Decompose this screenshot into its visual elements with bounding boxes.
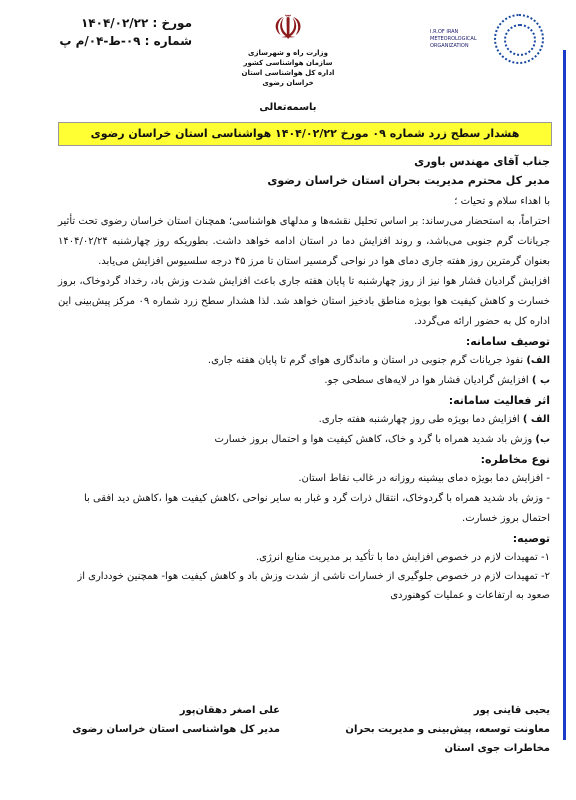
addressee-title: مدیر کل محترم مدیریت بحران استان خراسان رضوی (267, 174, 550, 187)
organization-name: سازمان هواشناسی کشور (243, 59, 333, 67)
side-rule (563, 50, 566, 740)
paragraph-2: افزایش گرادیان فشار هوا نیز از روز چهارشنبه تا پایان هفته جاری باعث افزایش شدت وزش باد، رخداد گردوخاک، بروز خسارت و کاهش کیفیت هوا بویژه مناطق بادخیز استان خواهد شد. لذا هشدار سطح زرد شماره ۰۹ مرکز پیش‌بینی این اداره کل به حضور ارائه می‌گردد. (58, 276, 550, 327)
letter-body (58, 152, 550, 605)
advice-item: ۱- تمهیدات لازم در خصوص افزایش دما با تأکید بر مدیریت منابع انرژی. (255, 552, 550, 563)
greeting: با اهداء سلام و تحیات ؛ (454, 196, 550, 207)
basmala: باسمه‌تعالی (259, 102, 317, 113)
advice-heading: توصیه: (512, 532, 550, 545)
signature-director (40, 701, 280, 739)
signer-title: مخاطرات جوی استان (444, 743, 550, 754)
letter-meta (52, 14, 192, 50)
meteorology-logo-icon (494, 14, 544, 64)
system-item: الف) نفوذ جریانات گرم جنوبی در استان و ماندگاری هوای گرم تا پایان هفته جاری. (207, 355, 550, 366)
effect-item: الف ) افزایش دما بویژه طی روز چهارشنبه هفته جاری. (318, 414, 550, 425)
iran-emblem-icon: ☫ (272, 8, 304, 48)
system-item: ب ) افزایش گرادیان فشار هوا در لایه‌های سطحی جو. (324, 375, 550, 386)
office-name: اداره کل هواشناسی استان خراسان رضوی (241, 69, 335, 87)
number-line: شماره : ۰۹-ط-۰۴/م پ (59, 34, 192, 48)
organization-logo (430, 14, 550, 64)
signer-title: معاونت توسعه، پیش‌بینی و مدیریت بحران (345, 724, 550, 735)
effect-item: ب) وزش باد شدید همراه با گرد و خاک، کاهش کیفیت هوا و احتمال بروز خسارت (214, 434, 550, 445)
signer-name: یحیی قاینی پور (473, 705, 550, 716)
effect-heading: اثر فعالیت سامانه: (448, 394, 550, 407)
paragraph-1: احتراماً، به استحضار می‌رساند: بر اساس تحلیل نقشه‌ها و مدلهای هواشناسی؛ همچنان استان خراسان رضوی تحت تأثیر جریانات گرم جنوبی می‌باشد، و روند افزایش دما در استان ادامه خواهد داشت. بطوریکه روز چهارشنبه ۱۴۰۴/۰۲/۲۴ بعنوان گرمترین روز هفته جاری دمای هوا در نواحی گرمسیر استان تا مرز ۴۵ درجه سلسیوس افزایش می‌یابد. (58, 216, 550, 267)
letterhead (228, 8, 348, 88)
system-heading: توصیف سامانه: (465, 335, 550, 348)
signer-title: مدیر کل هواشناسی استان خراسان رضوی (72, 724, 280, 735)
hazard-item: - وزش باد شدید همراه با گردوخاک، انتقال ذرات گرد و غبار به سایر نواحی ،کاهش کیفیت هوا ،کاهش دید افقی با احتمال بروز خسارت. (83, 493, 550, 524)
hazard-heading: نوع مخاطره: (480, 453, 550, 466)
warning-banner: هشدار سطح زرد شماره ۰۹ مورخ ۱۴۰۴/۰۲/۲۲ هواشناسی استان خراسان رضوی (58, 122, 552, 146)
signer-name: علی اصغر دهقان‌پور (179, 705, 280, 716)
advice-item: ۲- تمهیدات لازم در خصوص جلوگیری از خسارات ناشی از شدت وزش باد و کاهش کیفیت هوا- همچنین خودداری از صعود به ارتفاعات و عملیات کوهنوردی (77, 571, 550, 601)
signature-deputy (330, 701, 550, 758)
addressee-name: جناب آقای مهندس باوری (414, 155, 550, 168)
hazard-item: - افزایش دما بویژه دمای بیشینه روزانه در غالب نقاط استان. (298, 473, 550, 484)
ministry-name: وزارت راه و شهرسازی (248, 49, 328, 57)
date-line: مورخ : ۱۴۰۴/۰۲/۲۲ (80, 16, 192, 30)
logo-lettering: I.R.OF IRAN METEOROLOGICAL ORGANIZATION (430, 28, 477, 49)
